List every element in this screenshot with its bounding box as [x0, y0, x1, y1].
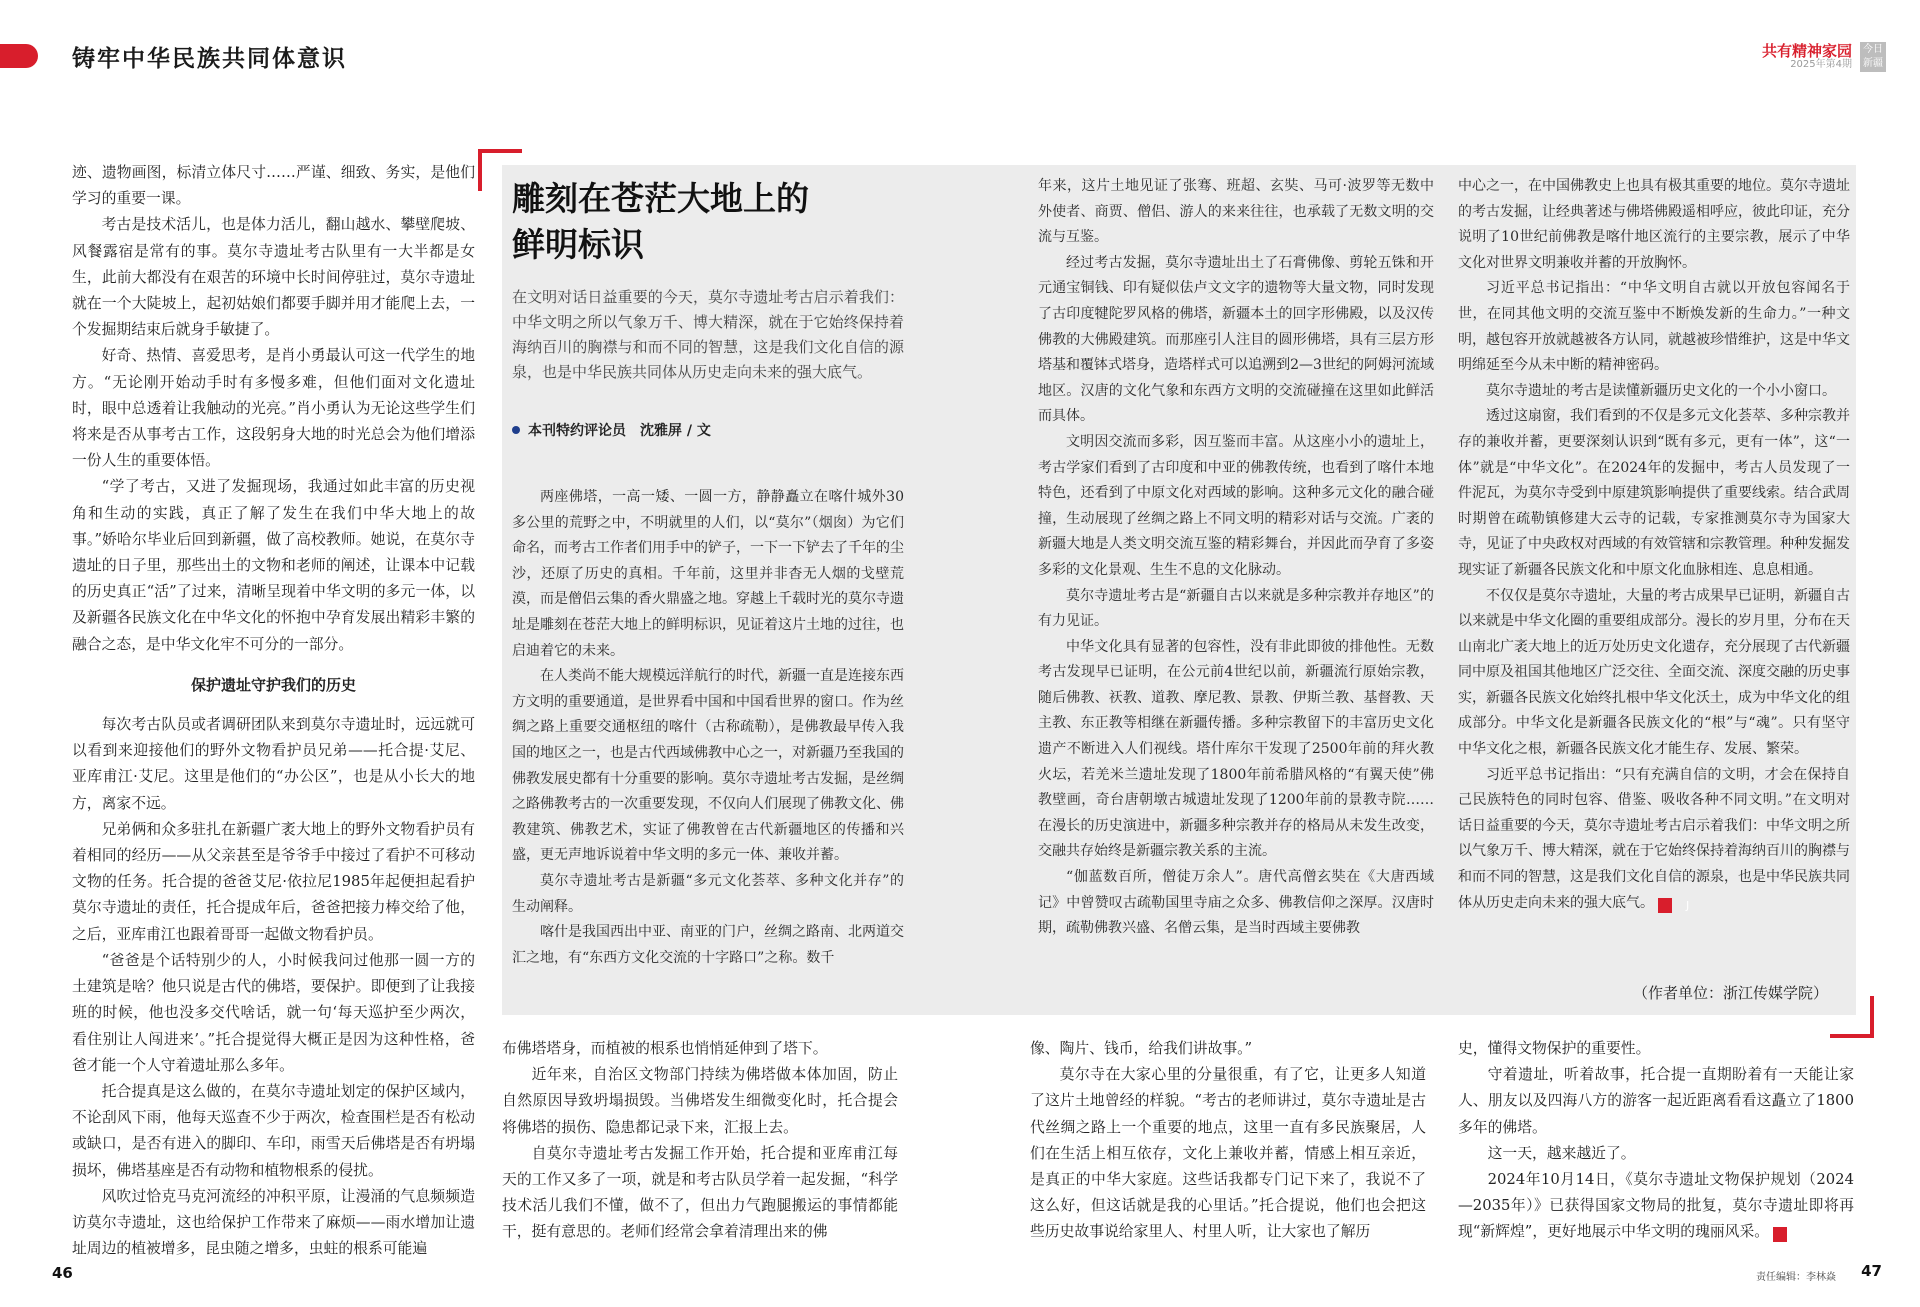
end-mark-icon: J — [1658, 898, 1672, 913]
byline-text: 本刊特约评论员 沈雅屏 / 文 — [528, 423, 711, 439]
essay-lead: 在文明对话日益重要的今天，莫尔寺遗址考古启示着我们：中华文明之所以气象万千、博大精深，就在于它始终保持着海纳百川的胸襟与和而不同的智慧，这是我们文化自信的源泉，也是中华民族共同体从历史走向未来的强大底气。 — [512, 288, 904, 381]
essay-title-line: 雕刻在苍茫大地上的 — [512, 179, 809, 218]
paragraph: 托合提真是这么做的，在莫尔寺遗址划定的保护区域内，不论刮风下雨，他每天巡查不少于两次，检查围栏是否有松动或缺口，是否有进入的脚印、车印，雨雪天后佛塔是否有坍塌损坏，佛塔基座是否有动物和植物根系的侵扰。 — [72, 1082, 475, 1179]
bottom-column-2 — [502, 1036, 898, 1246]
essay-byline — [512, 420, 711, 440]
paragraph: 布佛塔塔身，而植被的根系也悄悄延伸到了塔下。 — [502, 1040, 828, 1057]
paragraph: 考古是技术活儿，也是体力活儿，翻山越水、攀壁爬坡、风餐露宿是常有的事。莫尔寺遗址考古队里有一大半都是女生，此前大都没有在艰苦的环境中长时间停驻过，莫尔寺遗址就在一个大陡坡上，起初姑娘们都要手脚并用才能爬上去，一个发掘期结束后就身手敏捷了。 — [72, 216, 475, 339]
magazine-header — [1762, 44, 1852, 70]
paragraph: 习近平总书记指出：“中华文明自古就以开放包容闻名于世，在同其他文明的交流互鉴中不断焕发新的生命力。”一种文明，越包容开放就越被各方认同，就越被珍惜维护，这是中华文明绵延至今从未中断的精神密码。 — [1458, 280, 1850, 374]
paragraph: 年来，这片土地见证了张骞、班超、玄奘、马可·波罗等无数中外使者、商贾、僧侣、游人的来来往往，也承载了无数文明的交流与互鉴。 — [1038, 178, 1434, 246]
paragraph: 像、陶片、钱币，给我们讲故事。” — [1030, 1040, 1253, 1057]
paragraph: 文明因交流而多彩，因互鉴而丰富。从这座小小的遗址上，考古学家们看到了古印度和中亚的佛教传统，也看到了喀什本地特色，还看到了中原文化对西域的影响。这种多元文化的融合碰撞，生动展现了丝绸之路上不同文明的精彩对话与交流。广袤的新疆大地是人类文明交流互鉴的精彩舞台，并因此而孕育了多姿多彩的文化景观、生生不息的文化脉动。 — [1038, 433, 1434, 578]
essay-title-line: 鲜明标识 — [512, 225, 644, 264]
paragraph: 莫尔寺遗址的考古是读懂新疆历史文化的一个小小窗口。 — [1486, 382, 1836, 399]
essay-column-1 — [512, 485, 904, 971]
corner-decoration — [478, 149, 522, 153]
paragraph: 两座佛塔，一高一矮、一圆一方，静静矗立在喀什城外30多公里的荒野之中，不明就里的人们，以“莫尔”（烟囱）为它们命名，而考古工作者们用手中的铲子，一下一下铲去了千年的尘沙，还原了历史的真相。千年前，这里并非杳无人烟的戈壁荒漠，而是僧侣云集的香火鼎盛之地。穿越上千载时光的莫尔寺遗址是雕刻在苍茫大地上的鲜明标识，见证着这片土地的过往，也启迪着它的未来。 — [512, 489, 904, 659]
paragraph: 守着遗址，听着故事，托合提一直期盼着有一天能让家人、朋友以及四海八方的游客一起近距离看看这矗立了1800多年的佛塔。 — [1458, 1066, 1854, 1136]
paragraph: 好奇、热情、喜爱思考，是肖小勇最认可这一代学生的地方。“无论刚开始动手时有多慢多难，但他们面对文化遗址时，眼中总透着让我触动的光亮。”肖小勇认为无论这些学生们将来是否从事考古工作，这段躬身大地的时光总会为他们增添一份人生的重要体悟。 — [72, 347, 475, 470]
paragraph: 透过这扇窗，我们看到的不仅是多元文化荟萃、多种宗教并存的兼收并蓄，更要深刻认识到“既有多元，更有一体”，这“一体”就是“中华文化”。在2024年的发掘中，考古人员发现了一件泥瓦，为莫尔寺受到中原建筑影响提供了重要线索。结合武周时期曾在疏勒镇修建大云寺的记载，专家推测莫尔寺为国家大寺，见证了中央政权对西域的有效管辖和宗教管理。种种发掘发现实证了新疆各民族文化和中原文化血脉相连、息息相通。 — [1458, 408, 1850, 578]
paragraph: 经过考古发掘，莫尔寺遗址出土了石膏佛像、剪轮五铢和开元通宝铜钱、印有疑似佉卢文文字的遗物等大量文物，同时发现了古印度犍陀罗风格的佛塔，新疆本土的回字形佛殿，以及汉传佛教的大佛殿建筑。而那座引人注目的圆形佛塔，具有三层方形塔基和覆钵式塔身，造塔样式可以追溯到2—3世纪的阿姆河流域地区。汉唐的文化气象和东西方文明的交流碰撞在这里如此鲜活而具体。 — [1038, 254, 1434, 425]
paragraph: 中华文化具有显著的包容性，没有非此即彼的排他性。无数考古发现早已证明，在公元前4世纪以前，新疆流行原始宗教，随后佛教、祆教、道教、摩尼教、景教、伊斯兰教、基督教、天主教、东正教等相继在新疆传播。多种宗教留下的丰富历史文化遗产不断进入人们视线。塔什库尔干发现了2500年前的拜火教火坛，若羌米兰遗址发现了1800年前希腊风格的“有翼天使”佛教壁画，奇台唐朝墩古城遗址发现了1200年前的景教寺院……在漫长的历史演进中，新疆多种宗教并存的格局从未发生改变，交融共存始终是新疆宗教关系的主流。 — [1038, 638, 1434, 860]
paragraph: “伽蓝数百所，僧徒万余人”。唐代高僧玄奘在《大唐西域记》中曾赞叹古疏勒国里寺庙之众多、佛教信仰之深厚。汉唐时期，疏勒佛教兴盛、名僧云集，是当时西域主要佛教 — [1038, 869, 1434, 937]
paragraph: 莫尔寺遗址考古是“新疆自古以来就是多种宗教并存地区”的有力见证。 — [1038, 587, 1434, 630]
bottom-column-3 — [1030, 1036, 1426, 1246]
paragraph: 自莫尔寺遗址考古发掘工作开始，托合提和亚库甫江每天的工作又多了一项，就是和考古队员学着一起发掘，“科学技术活儿我们不懂，做不了，但出力气跑腿搬运的事情都能干，挺有意思的。老师们经常会拿着清理出来的佛 — [502, 1144, 898, 1241]
page-tab-marker — [0, 44, 38, 68]
essay-column-3 — [1458, 174, 1850, 916]
bottom-column-4 — [1458, 1036, 1854, 1246]
paragraph: 在人类尚不能大规模远洋航行的时代，新疆一直是连接东西方文明的重要通道，是世界看中国和中国看世界的窗口。作为丝绸之路上重要交通枢纽的喀什（古称疏勒），是佛教最早传入我国的地区之一，也是古代西域佛教中心之一，对新疆乃至我国的佛教发展史都有十分重要的影响。莫尔寺遗址考古发掘，是丝绸之路佛教考古的一次重要发现，不仅向人们展现了佛教文化、佛教建筑、佛教艺术，实证了佛教曾在古代新疆地区的传播和兴盛，更无声地诉说着中华文明的多元一体、兼收并蓄。 — [512, 668, 904, 864]
end-mark-icon: J — [1773, 1227, 1787, 1242]
paragraph: 莫尔寺遗址考古是新疆“多元文化荟萃、多种文化并存”的生动阐释。 — [512, 872, 904, 915]
paragraph: 史，懂得文物保护的重要性。 — [1458, 1040, 1651, 1057]
paragraph: 迹、遗物画图，标清立体尺寸……严谨、细致、务实，是他们学习的重要一课。 — [72, 164, 475, 208]
left-column — [72, 160, 475, 1262]
paragraph: 风吹过恰克马克河流经的冲积平原，让漫涌的气息频频造访莫尔寺遗址，这也给保护工作带来了麻烦——雨水增加让遗址周边的植被增多，昆虫随之增多，虫蛀的根系可能遍 — [72, 1187, 475, 1258]
paragraph-text: 2024年10月14日，《莫尔寺遗址文物保护规划（2024—2035年）》已获得国家文物局的批复，莫尔寺遗址即将再现“新辉煌”，更好地展示中华文明的瑰丽风采。 — [1458, 1171, 1854, 1241]
paragraph: 近年来，自治区文物部门持续为佛塔做本体加固，防止自然原因导致坍塌损毁。当佛塔发生细微变化时，托合提会将佛塔的损伤、隐患都记录下来，汇报上去。 — [502, 1066, 898, 1136]
paragraph-text: 习近平总书记指出：“只有充满自信的文明，才会在保持自己民族特色的同时包容、借鉴、吸收各种不同文明。”在文明对话日益重要的今天，莫尔寺遗址考古启示着我们：中华文明之所以气象万千、博大精深，就在于它始终保持着海纳百川的胸襟与和而不同的智慧，这是我们文化自信的源泉，也是中华民族共同体从历史走向未来的强大底气。 — [1458, 766, 1850, 911]
corner-decoration — [1870, 996, 1874, 1038]
issue-label: 2025年第4期 — [1790, 58, 1852, 70]
paragraph — [1458, 763, 1850, 917]
essay-column-2 — [1038, 174, 1434, 942]
page-number-left: 46 — [52, 1264, 73, 1282]
paragraph: 不仅仅是莫尔寺遗址，大量的考古成果早已证明，新疆自古以来就是中华文化圈的重要组成部分。漫长的岁月里，分布在天山南北广袤大地上的近万处历史文化遗存，充分展现了古代新疆同中原及祖国其他地区广泛交往、全面交流、深度交融的历史事实，新疆各民族文化始终扎根中华文化沃土，成为中华文化的组成部分。中华文化是新疆各民族文化的“根”与“魂”。只有坚守中华文化之根，新疆各民族文化才能生存、发展、繁荣。 — [1458, 587, 1850, 758]
page-number-right: 47 — [1861, 1262, 1882, 1280]
paragraph: 喀什是我国西出中亚、南亚的门户，丝绸之路南、北两道交汇之地，有“东西方文化交流的十字路口”之称。数千 — [512, 924, 904, 966]
paragraph: “爸爸是个话特别少的人，小时候我问过他那一圆一方的土建筑是啥？他只说是古代的佛塔，要保护。即便到了让我接班的时候，他也没多交代啥话，就一句‘每天巡护至少两次，看住别让人闯进来’。”托合提觉得大概正是因为这种性格，爸爸才能一个人守着遗址那么多年。 — [72, 951, 475, 1074]
section-title: 铸牢中华民族共同体意识 — [72, 45, 347, 72]
paragraph — [1458, 1167, 1854, 1246]
bullet-dot-icon — [512, 426, 520, 434]
subheading: 保护遗址守护我们的历史 — [190, 675, 356, 694]
paragraph: 兄弟俩和众多驻扎在新疆广袤大地上的野外文物看护员有着相同的经历——从父亲甚至是爷爷手中接过了看护不可移动文物的任务。托合提的爸爸艾尼·依拉尼1985年起便担起看护莫尔寺遗址的责任，托合提成年后，爸爸把接力棒交给了他，之后，亚库甫江也跟着哥哥一起做文物看护员。 — [72, 820, 475, 943]
paragraph: “学了考古，又进了发掘现场，我通过如此丰富的历史视角和生动的实践，真正了解了发生在我们中华大地上的故事。”娇哈尔毕业后回到新疆，做了高校教师。她说，在莫尔寺遗址的日子里，那些出土的文物和老师的阐述，让课本中记载的历史真正“活”了过来，清晰呈现着中华文明的多元一体，以及新疆各民族文化在中华文化的怀抱中孕育发展出精彩丰繁的融合之态，是中华文化牢不可分的一部分。 — [72, 478, 475, 653]
essay-title — [512, 176, 892, 268]
author-unit: （作者单位：浙江传媒学院） — [1632, 984, 1828, 1002]
paragraph: 中心之一，在中国佛教史上也具有极其重要的地位。莫尔寺遗址的考古发掘，让经典著述与佛塔佛殿遥相呼应，彼此印证，充分说明了10世纪前佛教是喀什地区流行的主要宗教，展示了中华文化对世界文明兼收并蓄的开放胸怀。 — [1458, 178, 1850, 271]
paragraph: 每次考古队员或者调研团队来到莫尔寺遗址时，远远就可以看到来迎接他们的野外文物看护员兄弟——托合提·艾尼、亚库甫江·艾尼。这里是他们的“办公区”，也是从小长大的地方，离家不远。 — [72, 716, 475, 812]
corner-decoration — [478, 149, 482, 191]
magazine-name: 共有精神家园 — [1761, 42, 1852, 60]
editor-credit: 责任编辑：李林焱 — [1756, 1272, 1836, 1283]
paragraph: 这一天，越来越近了。 — [1487, 1144, 1636, 1162]
paragraph: 莫尔寺在大家心里的分量很重，有了它，让更多人知道了这片土地曾经的样貌。“考古的老师讲过，莫尔寺遗址是古代丝绸之路上一个重要的地点，这里一直有多民族聚居，人们在生活上相互依存，文化上兼收并蓄，情感上相互亲近，是真正的中华大家庭。这些话我都专门记下来了，我说不了这么好，但这话就是我的心里话。”托合提说，他们也会把这些历史故事说给家里人、村里人听，让大家也了解历 — [1030, 1066, 1426, 1241]
magazine-logo: 今日新疆 — [1860, 42, 1886, 72]
